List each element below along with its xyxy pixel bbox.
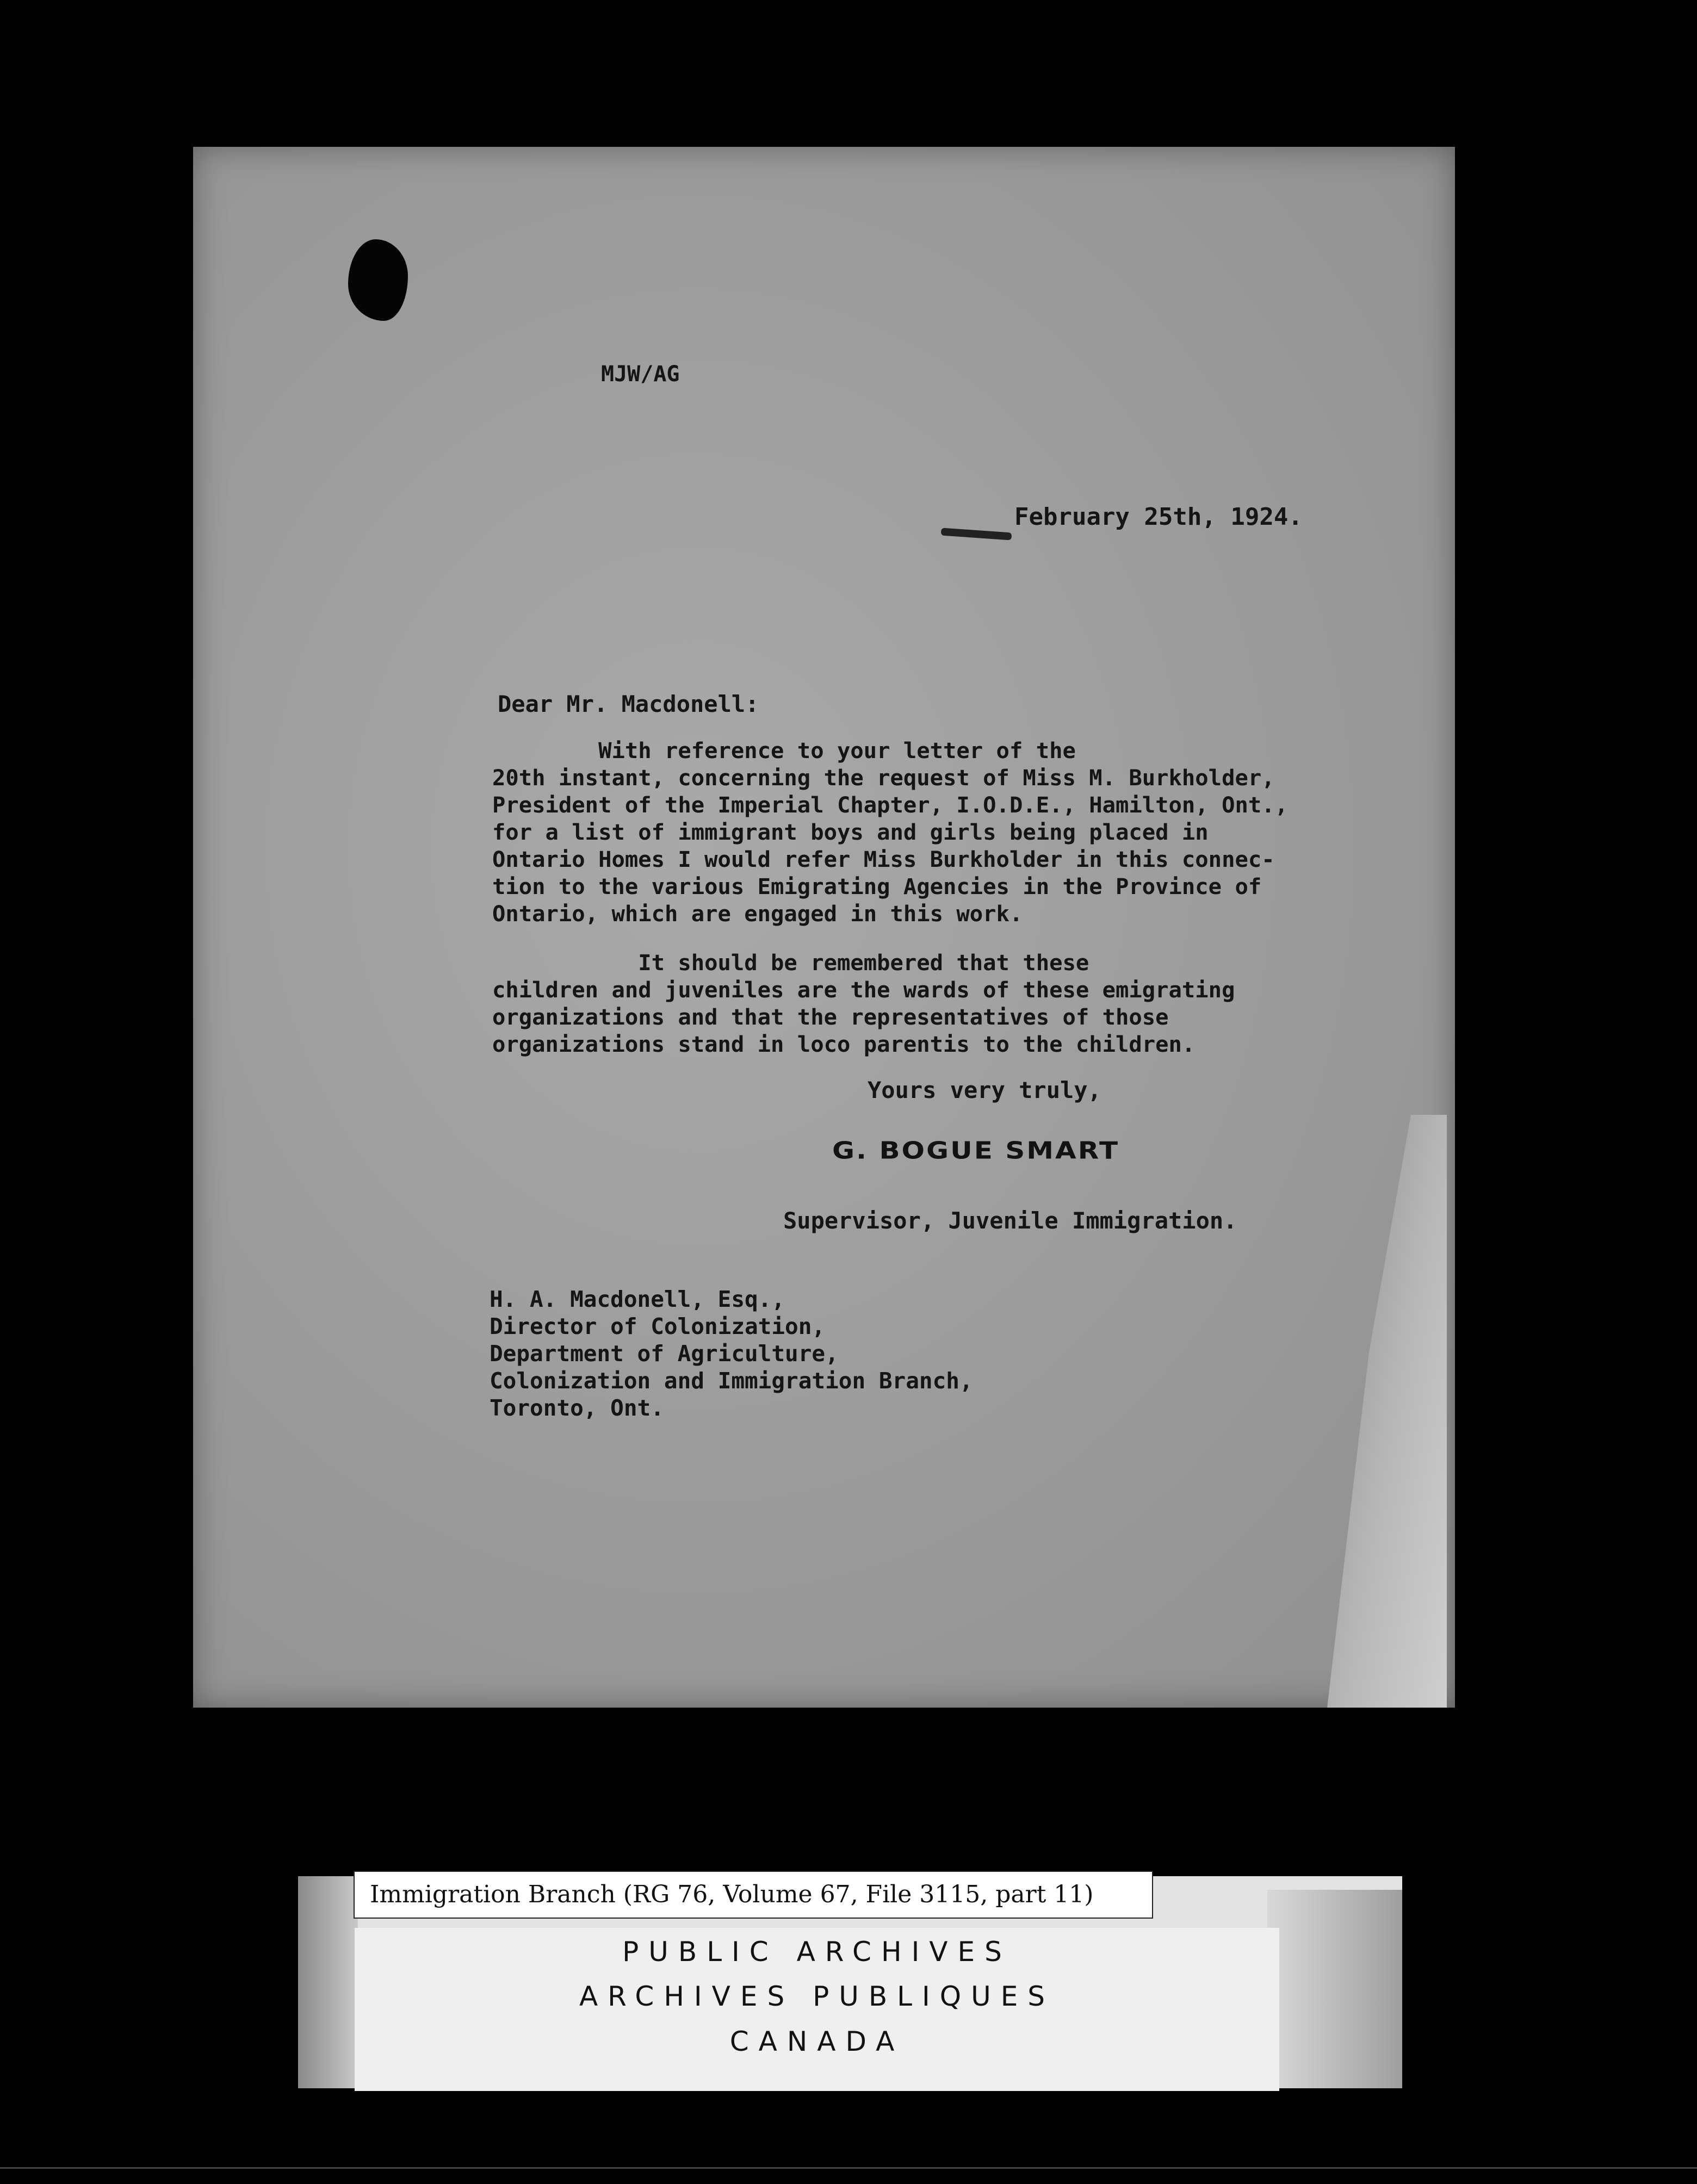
- archive-country: CANADA: [729, 2026, 905, 2057]
- punch-hole: [348, 239, 408, 321]
- archive-label-edge: [298, 1876, 358, 2088]
- scan-edge: [0, 2167, 1697, 2169]
- paragraph1-line: With reference to your letter of the: [492, 737, 1076, 764]
- signature-stamp: G. BOGUE SMART: [832, 1137, 1120, 1165]
- paragraph1-line: President of the Imperial Chapter, I.O.D.E., Hamilton, Ont.,: [492, 792, 1288, 818]
- closing: Yours very truly,: [868, 1077, 1101, 1103]
- address-line: H. A. Macdonell, Esq.,: [490, 1286, 785, 1312]
- letter-page: [193, 147, 1455, 1708]
- salutation: Dear Mr. Macdonell:: [498, 691, 759, 717]
- archive-label-edge: [1267, 1890, 1402, 2088]
- paragraph2-line: children and juveniles are the wards of these emigrating: [492, 977, 1235, 1003]
- paragraph2-line: organizations and that the representatives of those: [492, 1004, 1169, 1030]
- archive-title-fr: ARCHIVES PUBLIQUES: [579, 1981, 1055, 2012]
- address-line: Colonization and Immigration Branch,: [490, 1368, 973, 1394]
- reference-initials: MJW/AG: [601, 362, 680, 387]
- paragraph2-line: It should be remembered that these: [492, 950, 1089, 976]
- letter-date: February 25th, 1924.: [1014, 503, 1303, 531]
- signer-title: Supervisor, Juvenile Immigration.: [783, 1207, 1237, 1234]
- address-line: Toronto, Ont.: [490, 1395, 664, 1421]
- paragraph1-line: Ontario Homes I would refer Miss Burkholder in this connec-: [492, 846, 1275, 872]
- file-reference: Immigration Branch (RG 76, Volume 67, File 3115, part 11): [370, 1881, 1094, 1908]
- address-line: Director of Colonization,: [490, 1313, 826, 1339]
- paragraph2-line: organizations stand in loco parentis to the children.: [492, 1031, 1196, 1057]
- address-line: Department of Agriculture,: [490, 1341, 839, 1367]
- paragraph1-line: 20th instant, concerning the request of Miss M. Burkholder,: [492, 765, 1275, 791]
- paragraph1-line: tion to the various Emigrating Agencies in the Province of: [492, 873, 1262, 899]
- paragraph1-line: for a list of immigrant boys and girls being placed in: [492, 819, 1209, 845]
- paragraph1-line: Ontario, which are engaged in this work.: [492, 901, 1023, 927]
- archive-title-en: PUBLIC ARCHIVES: [622, 1936, 1012, 1968]
